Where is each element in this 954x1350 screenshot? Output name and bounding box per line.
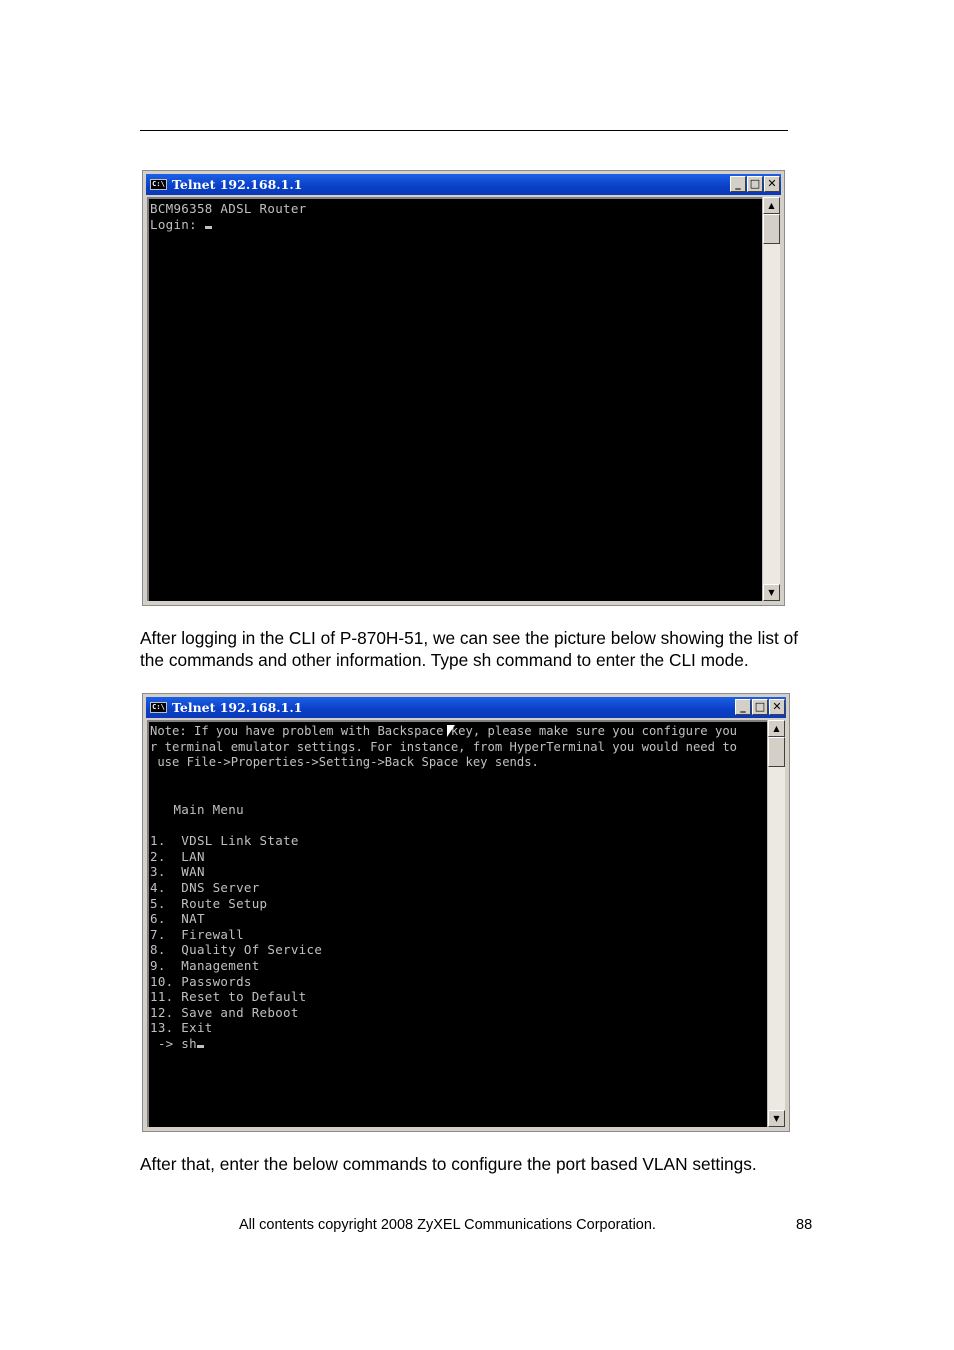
menu-item: 3. WAN	[150, 864, 205, 880]
vertical-scrollbar[interactable]	[762, 197, 780, 601]
menu-item: 6. NAT	[150, 911, 205, 927]
footer-copyright: All contents copyright 2008 ZyXEL Communications Corporation.	[239, 1217, 656, 1233]
menu-item: 13. Exit	[150, 1020, 213, 1036]
menu-title: Main Menu	[150, 801, 244, 817]
menu-item: 10. Passwords	[150, 973, 252, 989]
menu-item: 2. LAN	[150, 848, 205, 864]
terminal-screen[interactable]	[147, 720, 767, 1127]
menu-item: 11. Reset to Default	[150, 989, 307, 1005]
close-button[interactable]: ✕	[764, 176, 780, 192]
terminal-screen[interactable]	[147, 197, 762, 601]
window-title: Telnet 192.168.1.1	[172, 177, 303, 192]
console-app-icon: C:\	[150, 702, 167, 713]
maximize-button[interactable]: □	[747, 176, 763, 192]
menu-item: 4. DNS Server	[150, 879, 260, 895]
menu-item: 7. Firewall	[150, 926, 244, 942]
telnet-window-main-menu	[142, 693, 790, 1132]
menu-item: 1. VDSL Link State	[150, 833, 299, 849]
menu-item: 12. Save and Reboot	[150, 1004, 299, 1020]
login-prompt: Login:	[150, 216, 205, 232]
text-cursor	[197, 1045, 204, 1048]
vertical-scrollbar[interactable]	[767, 720, 785, 1127]
title-bar[interactable]	[146, 174, 781, 195]
page-number: 88	[796, 1217, 813, 1233]
minimize-button[interactable]: _	[730, 176, 746, 192]
scroll-thumb[interactable]	[768, 737, 785, 767]
maximize-button[interactable]: □	[752, 699, 768, 715]
notice-line: r terminal emulator settings. For instance, from HyperTerminal you would need to	[150, 739, 737, 754]
terminal-line: BCM96358 ADSL Router	[150, 201, 307, 216]
notice-line: Note: If you have problem with Backspace key, please make sure you configure you	[150, 724, 737, 738]
mouse-pointer-icon	[447, 725, 455, 737]
command-prompt	[150, 1036, 204, 1052]
scroll-up-icon[interactable]: ▲	[763, 197, 780, 214]
window-title: Telnet 192.168.1.1	[172, 700, 303, 715]
close-button[interactable]: ✕	[769, 699, 785, 715]
scroll-thumb[interactable]	[763, 214, 780, 244]
paragraph-vlan: After that, enter the below commands to configure the port based VLAN settings.	[140, 1154, 757, 1174]
notice-line: use File->Properties->Setting->Back Space key sends.	[150, 755, 539, 770]
menu-item: 8. Quality Of Service	[150, 942, 323, 958]
scroll-up-icon[interactable]: ▲	[768, 720, 785, 737]
scroll-down-icon[interactable]: ▼	[768, 1110, 785, 1127]
prompt-text: -> sh	[150, 1035, 197, 1051]
scroll-down-icon[interactable]: ▼	[763, 584, 780, 601]
terminal-line	[150, 217, 212, 233]
text-cursor	[205, 226, 212, 229]
menu-item: 5. Route Setup	[150, 895, 268, 911]
minimize-button[interactable]: _	[735, 699, 751, 715]
console-app-icon: C:\	[150, 179, 167, 190]
paragraph-intro: After logging in the CLI of P-870H-51, we can see the picture below showing the list of the commands and other information. Type sh command to enter the CLI mode.	[140, 628, 799, 670]
telnet-window-login	[142, 170, 785, 606]
menu-item: 9. Management	[150, 957, 260, 973]
header-rule	[140, 130, 788, 131]
title-bar[interactable]	[146, 697, 786, 718]
